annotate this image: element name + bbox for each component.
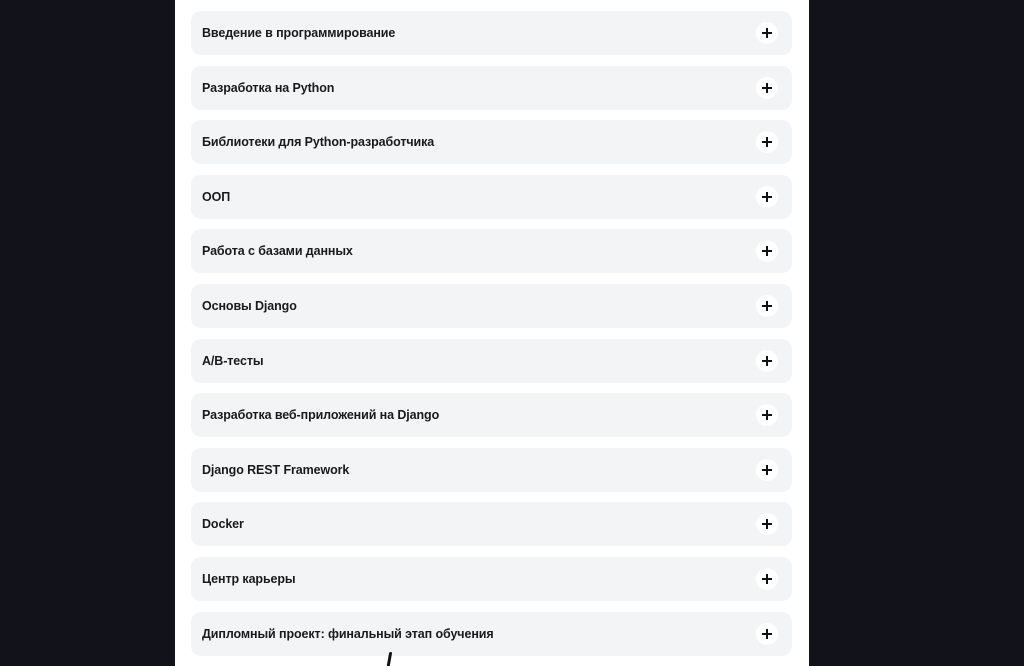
accordion-item[interactable] — [191, 284, 792, 328]
expand-button[interactable] — [756, 350, 778, 372]
expand-button[interactable] — [756, 77, 778, 99]
expand-button[interactable] — [756, 568, 778, 590]
accordion-item-label: A/B-тесты — [202, 353, 264, 368]
expand-button[interactable] — [756, 240, 778, 262]
accordion-item[interactable] — [191, 339, 792, 383]
accordion-item-label: Разработка на Python — [202, 80, 335, 95]
expand-button[interactable] — [756, 131, 778, 153]
accordion-item[interactable] — [191, 229, 792, 273]
plus-icon — [761, 573, 773, 585]
plus-icon — [761, 518, 773, 530]
accordion-item-label: Работа с базами данных — [202, 244, 353, 259]
expand-button[interactable] — [756, 295, 778, 317]
expand-button[interactable] — [756, 186, 778, 208]
course-modules-accordion — [191, 11, 792, 666]
accordion-item[interactable] — [191, 393, 792, 437]
accordion-item-label: Центр карьеры — [202, 571, 296, 586]
plus-icon — [761, 355, 773, 367]
accordion-item-label: Django REST Framework — [202, 462, 350, 477]
accordion-item[interactable] — [191, 557, 792, 601]
expand-button[interactable] — [756, 513, 778, 535]
expand-button[interactable] — [756, 404, 778, 426]
accordion-item-label: ООП — [202, 189, 231, 204]
course-program-panel — [175, 0, 809, 666]
plus-icon — [761, 136, 773, 148]
accordion-item[interactable] — [191, 612, 792, 656]
accordion-item-label: Docker — [202, 517, 244, 532]
accordion-item[interactable] — [191, 175, 792, 219]
expand-button[interactable] — [756, 22, 778, 44]
plus-icon — [761, 628, 773, 640]
plus-icon — [761, 409, 773, 421]
accordion-item-label: Основы Django — [202, 298, 297, 313]
accordion-item-label: Разработка веб-приложений на Django — [202, 408, 440, 423]
accordion-item-label: Библиотеки для Python-разработчика — [202, 135, 435, 150]
expand-button[interactable] — [756, 459, 778, 481]
accordion-item[interactable] — [191, 11, 792, 55]
accordion-item[interactable] — [191, 120, 792, 164]
accordion-item-label: Введение в программирование — [202, 26, 396, 40]
plus-icon — [761, 245, 773, 257]
plus-icon — [761, 464, 773, 476]
expand-button[interactable] — [756, 623, 778, 645]
plus-icon — [761, 82, 773, 94]
plus-icon — [761, 27, 773, 39]
accordion-item[interactable] — [191, 502, 792, 546]
accordion-item[interactable] — [191, 66, 792, 110]
accordion-item[interactable] — [191, 448, 792, 492]
accordion-item-label: Дипломный проект: финальный этап обучения — [202, 626, 494, 641]
plus-icon — [761, 300, 773, 312]
plus-icon — [761, 191, 773, 203]
